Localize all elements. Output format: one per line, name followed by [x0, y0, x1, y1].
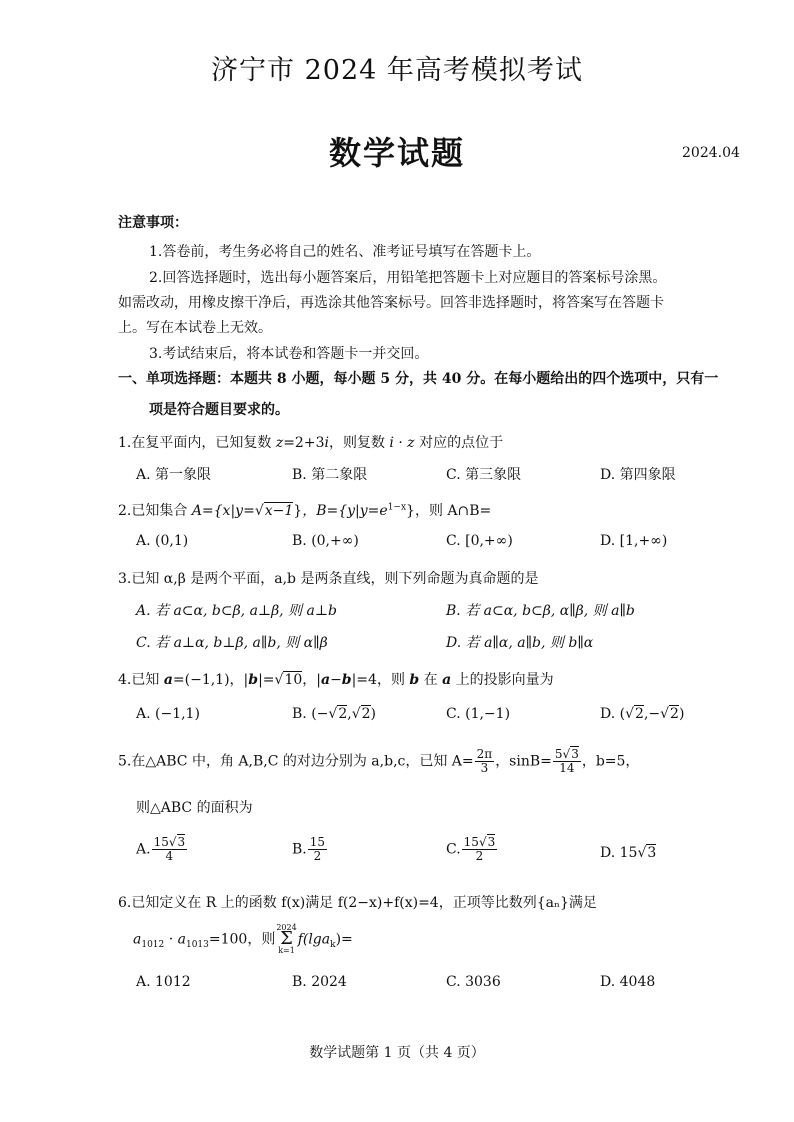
question-6-option-c: C. 3036	[446, 974, 501, 990]
question-1-option-d: D. 第四象限	[600, 467, 676, 483]
fraction-c: $\frac{15√3}{2}$	[463, 835, 496, 864]
question-6-option-a: A. 1012	[136, 974, 191, 990]
sqrt-symbol: √	[478, 835, 487, 849]
notice-item-3: 3.考试结束后，将本试卷和答题卡一并交回。	[149, 346, 429, 362]
question-3-option-d: D. 若 a∥α, a∥b, 则 b∥α	[446, 635, 594, 651]
question-5-stem: 5.在△ABC 中，角 A,B,C 的对边分别为 a,b,c，已知 A= $\frac{2\pi}{3}$ ，sinB= $\frac{5√3}{14}$ ，b=5，	[118, 747, 640, 776]
notice-item-1: 1.答卷前，考生务必将自己的姓名、准考证号填写在答题卡上。	[149, 244, 541, 260]
exam-date: 2024.04	[682, 145, 740, 161]
notice-heading: 注意事项：	[118, 215, 188, 231]
sqrt-symbol: √	[660, 706, 670, 722]
question-1-option-c: C. 第三象限	[446, 467, 522, 483]
question-4-option-a: A. (−1,1)	[136, 706, 200, 722]
question-5-line-2: 则△ABC 的面积为	[136, 800, 253, 816]
sqrt-symbol: √	[328, 706, 338, 722]
sqrt-symbol: √	[637, 845, 647, 861]
sqrt-symbol: √	[562, 747, 571, 761]
exam-title: 济宁市 2024 年高考模拟考试	[211, 55, 583, 86]
question-6-stem-line-1: 6.已知定义在 R 上的函数 f(x)满足 f(2−x)+f(x)=4，正项等比数列{aₙ}满足	[118, 895, 597, 911]
question-6-option-d: D. 4048	[600, 974, 656, 990]
notice-item-2-line-2: 如需改动，用橡皮擦干净后，再选涂其他答案标号。回答非选择题时，将答案写在答题卡	[118, 295, 664, 311]
question-2-option-c: C. [0,+∞)	[446, 533, 513, 549]
sqrt-symbol: √	[254, 503, 264, 519]
sqrt-symbol: √	[625, 706, 635, 722]
summation-symbol: 2024 Σ k=1	[276, 923, 297, 956]
question-4-option-c: C. (1,−1)	[446, 706, 511, 722]
fraction-sinb: $\frac{5√3}{14}$	[554, 747, 579, 776]
question-2-option-a: A. (0,1)	[136, 533, 189, 549]
question-2-stem: 2.已知集合 A={x|y=√x−1}，$B=\{y|y=e^{1-x}\}$，则 A∩B=	[118, 502, 492, 519]
question-3-option-c: C. 若 a⊥α, b⊥β, a∥b, 则 α∥β	[136, 635, 328, 651]
question-1-option-a: A. 第一象限	[136, 467, 212, 483]
question-1-option-b: B. 第二象限	[292, 467, 368, 483]
fraction-b: $\frac{15}{2}$	[309, 835, 326, 864]
question-2-option-d: D. [1,+∞)	[600, 533, 668, 549]
question-4-stem: 4.已知 a=(−1,1)，|b|=√10，|a−b|=4，则 b 在 a 上的投影向量为	[118, 672, 554, 688]
question-2-option-b: B. (0,+∞)	[292, 533, 359, 549]
question-6-stem-line-2: $a_{1012} \cdot a_{1013}=100$，则 2024 Σ k=1 f(lga$_k$)=	[133, 923, 353, 956]
sqrt-symbol: √	[274, 672, 284, 688]
question-4-option-b: B. (−√2,√2)	[292, 706, 376, 722]
question-5-option-a: A. $\frac{15√3}{4}$	[136, 835, 186, 864]
question-1-stem: 1.在复平面内，已知复数 z=2+3i，则复数 i · z 对应的点位于	[118, 435, 504, 451]
question-5-option-d: D. 15√3	[600, 845, 657, 861]
fraction-a: $\frac{15√3}{4}$	[153, 835, 186, 864]
notice-item-2-line-1: 2.回答选择题时，选出每小题答案后，用铅笔把答题卡上对应题目的答案标号涂黑。	[149, 270, 667, 286]
question-4-option-d: D. (√2,−√2)	[600, 706, 685, 722]
fraction-2pi-over-3: $\frac{2\pi}{3}$	[476, 747, 493, 776]
question-3-option-a: A. 若 a⊂α, b⊂β, a⊥β, 则 a⊥b	[136, 603, 338, 619]
notice-item-2-line-3: 上。写在本试卷上无效。	[118, 320, 272, 336]
question-3-option-b: B. 若 a⊂α, b⊂β, α∥β, 则 a∥b	[446, 603, 635, 619]
page-footer: 数学试题第 1 页（共 4 页）	[309, 1045, 485, 1061]
question-3-stem: 3.已知 α,β 是两个平面，a,b 是两条直线，则下列命题为真命题的是	[118, 571, 539, 587]
subject-title: 数学试题	[328, 134, 465, 172]
question-5-option-c: C. $\frac{15√3}{2}$	[446, 835, 496, 864]
question-6-option-b: B. 2024	[292, 974, 347, 990]
sqrt-symbol: √	[351, 706, 361, 722]
sqrt-symbol: √	[168, 835, 177, 849]
section-1-heading-line-2: 项是符合题目要求的。	[149, 402, 289, 418]
section-1-heading-line-1: 一、单项选择题：本题共 8 小题，每小题 5 分，共 40 分。在每小题给出的四个选项中，只有一	[118, 371, 719, 387]
question-5-option-b: B. $\frac{15}{2}$	[292, 835, 326, 864]
